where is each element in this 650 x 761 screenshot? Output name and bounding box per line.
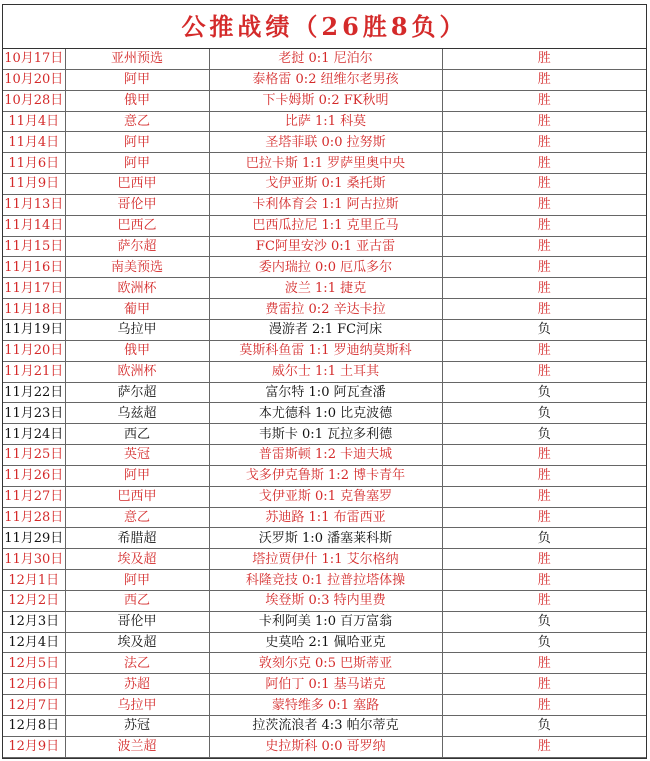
table-row [3,90,646,111]
date-cell: 12月4日 [3,632,65,653]
table-row [3,382,646,403]
result-cell: 胜 [442,507,646,528]
table-row [3,549,646,570]
table-row [3,132,646,153]
league-cell: 俄甲 [65,90,209,111]
league-cell: 西乙 [65,424,209,445]
table-row [3,570,646,591]
table-row [3,736,646,757]
table-row [3,465,646,486]
match-cell: 本尤德科 1:0 比克波德 [209,403,442,424]
result-cell: 胜 [442,278,646,299]
date-cell: 11月28日 [3,507,65,528]
results-table [3,49,646,758]
result-cell: 胜 [442,361,646,382]
date-cell: 10月28日 [3,90,65,111]
page-title: 公推战绩（26胜8负） [3,5,646,49]
result-cell: 负 [442,382,646,403]
league-cell: 欧洲杯 [65,278,209,299]
match-cell: 戈伊亚斯 0:1 克鲁塞罗 [209,486,442,507]
match-cell: 漫游者 2:1 FC河床 [209,319,442,340]
league-cell: 阿甲 [65,153,209,174]
result-cell: 胜 [442,445,646,466]
match-cell: 老挝 0:1 尼泊尔 [209,49,442,69]
table-row [3,403,646,424]
date-cell: 11月19日 [3,319,65,340]
date-cell: 11月20日 [3,340,65,361]
result-cell: 负 [442,632,646,653]
match-cell: 富尔特 1:0 阿瓦查潘 [209,382,442,403]
match-cell: FC阿里安沙 0:1 亚古雷 [209,236,442,257]
match-cell: 科隆竞技 0:1 拉普拉塔体操 [209,570,442,591]
date-cell: 11月26日 [3,465,65,486]
result-cell: 胜 [442,570,646,591]
match-cell: 费雷拉 0:2 辛达卡拉 [209,299,442,320]
match-cell: 圣塔菲联 0:0 拉努斯 [209,132,442,153]
result-cell: 胜 [442,695,646,716]
date-cell: 11月4日 [3,132,65,153]
table-row [3,215,646,236]
league-cell: 英冠 [65,445,209,466]
date-cell: 11月15日 [3,236,65,257]
league-cell: 法乙 [65,653,209,674]
table-row [3,319,646,340]
result-cell: 胜 [442,49,646,69]
result-cell: 负 [442,424,646,445]
date-cell: 11月23日 [3,403,65,424]
table-row [3,153,646,174]
date-cell: 10月17日 [3,49,65,69]
results-table-body [3,49,646,757]
result-cell: 胜 [442,653,646,674]
date-cell: 12月6日 [3,674,65,695]
league-cell: 南美预选 [65,257,209,278]
result-cell: 胜 [442,194,646,215]
date-cell: 11月9日 [3,174,65,195]
date-cell: 12月7日 [3,695,65,716]
table-row [3,236,646,257]
league-cell: 葡甲 [65,299,209,320]
result-cell: 负 [442,319,646,340]
match-cell: 史拉斯科 0:0 哥罗纳 [209,736,442,757]
league-cell: 哥伦甲 [65,194,209,215]
table-row [3,695,646,716]
date-cell: 12月1日 [3,570,65,591]
table-row [3,632,646,653]
match-cell: 泰格雷 0:2 纽维尔老男孩 [209,69,442,90]
match-cell: 卡利体育会 1:1 阿古拉斯 [209,194,442,215]
league-cell: 波兰超 [65,736,209,757]
league-cell: 苏超 [65,674,209,695]
date-cell: 11月13日 [3,194,65,215]
result-cell: 胜 [442,69,646,90]
date-cell: 12月3日 [3,611,65,632]
match-cell: 苏迪路 1:1 布雷西亚 [209,507,442,528]
match-cell: 委内瑞拉 0:0 厄瓜多尔 [209,257,442,278]
league-cell: 埃及超 [65,549,209,570]
match-cell: 拉茨流浪者 4:3 帕尔蒂克 [209,716,442,737]
match-cell: 阿伯丁 0:1 基马诺克 [209,674,442,695]
league-cell: 阿甲 [65,69,209,90]
league-cell: 意乙 [65,507,209,528]
result-cell: 胜 [442,111,646,132]
league-cell: 巴西甲 [65,486,209,507]
date-cell: 11月17日 [3,278,65,299]
result-cell: 胜 [442,215,646,236]
match-cell: 比萨 1:1 科莫 [209,111,442,132]
date-cell: 12月8日 [3,716,65,737]
league-cell: 阿甲 [65,570,209,591]
result-cell: 负 [442,403,646,424]
match-cell: 埃登斯 0:3 特内里费 [209,590,442,611]
date-cell: 11月21日 [3,361,65,382]
league-cell: 欧洲杯 [65,361,209,382]
result-cell: 胜 [442,340,646,361]
table-row [3,340,646,361]
match-cell: 戈伊亚斯 0:1 桑托斯 [209,174,442,195]
result-cell: 胜 [442,153,646,174]
league-cell: 亚州预选 [65,49,209,69]
match-cell: 巴拉卡斯 1:1 罗萨里奥中央 [209,153,442,174]
match-cell: 沃罗斯 1:0 潘塞莱科斯 [209,528,442,549]
date-cell: 11月27日 [3,486,65,507]
table-row [3,257,646,278]
table-row [3,194,646,215]
match-cell: 威尔士 1:1 土耳其 [209,361,442,382]
match-cell: 塔拉贾伊什 1:1 艾尔格纳 [209,549,442,570]
league-cell: 巴西甲 [65,174,209,195]
table-row [3,590,646,611]
table-row [3,611,646,632]
date-cell: 11月14日 [3,215,65,236]
date-cell: 11月22日 [3,382,65,403]
league-cell: 巴西乙 [65,215,209,236]
table-row [3,424,646,445]
match-cell: 史莫哈 2:1 佩哈亚克 [209,632,442,653]
match-cell: 敦刻尔克 0:5 巴斯蒂亚 [209,653,442,674]
result-cell: 胜 [442,486,646,507]
match-cell: 蒙特维多 0:1 塞路 [209,695,442,716]
league-cell: 西乙 [65,590,209,611]
result-cell: 负 [442,528,646,549]
table-row [3,486,646,507]
result-cell: 胜 [442,674,646,695]
match-cell: 卡利阿美 1:0 百万富翁 [209,611,442,632]
date-cell: 12月2日 [3,590,65,611]
date-cell: 11月18日 [3,299,65,320]
match-cell: 下卡姆斯 0:2 FK秋明 [209,90,442,111]
table-row [3,111,646,132]
date-cell: 11月6日 [3,153,65,174]
result-cell: 胜 [442,257,646,278]
match-cell: 戈多伊克鲁斯 1:2 博卡青年 [209,465,442,486]
table-row [3,278,646,299]
result-cell: 负 [442,611,646,632]
date-cell: 11月30日 [3,549,65,570]
table-row [3,653,646,674]
result-cell: 胜 [442,549,646,570]
table-row [3,361,646,382]
league-cell: 萨尔超 [65,236,209,257]
record-sheet [2,4,647,759]
league-cell: 哥伦甲 [65,611,209,632]
match-cell: 普雷斯顿 1:2 卡迪夫城 [209,445,442,466]
result-cell: 胜 [442,236,646,257]
table-row [3,69,646,90]
league-cell: 乌拉甲 [65,319,209,340]
result-cell: 胜 [442,465,646,486]
date-cell: 11月4日 [3,111,65,132]
match-cell: 巴西瓜拉尼 1:1 克里丘马 [209,215,442,236]
table-row [3,528,646,549]
league-cell: 萨尔超 [65,382,209,403]
table-row [3,445,646,466]
match-cell: 韦斯卡 0:1 瓦拉多利德 [209,424,442,445]
date-cell: 11月25日 [3,445,65,466]
result-cell: 胜 [442,174,646,195]
table-row [3,299,646,320]
date-cell: 11月24日 [3,424,65,445]
table-row [3,507,646,528]
table-row [3,174,646,195]
date-cell: 12月5日 [3,653,65,674]
league-cell: 乌兹超 [65,403,209,424]
result-cell: 负 [442,716,646,737]
league-cell: 埃及超 [65,632,209,653]
match-cell: 莫斯科鱼雷 1:1 罗迪纳莫斯科 [209,340,442,361]
league-cell: 意乙 [65,111,209,132]
result-cell: 胜 [442,736,646,757]
table-row [3,49,646,69]
result-cell: 胜 [442,299,646,320]
date-cell: 12月9日 [3,736,65,757]
result-cell: 胜 [442,132,646,153]
league-cell: 希腊超 [65,528,209,549]
league-cell: 俄甲 [65,340,209,361]
result-cell: 胜 [442,90,646,111]
match-cell: 波兰 1:1 捷克 [209,278,442,299]
date-cell: 11月16日 [3,257,65,278]
league-cell: 阿甲 [65,132,209,153]
league-cell: 苏冠 [65,716,209,737]
table-row [3,716,646,737]
date-cell: 10月20日 [3,69,65,90]
table-row [3,674,646,695]
league-cell: 乌拉甲 [65,695,209,716]
date-cell: 11月29日 [3,528,65,549]
result-cell: 胜 [442,590,646,611]
league-cell: 阿甲 [65,465,209,486]
